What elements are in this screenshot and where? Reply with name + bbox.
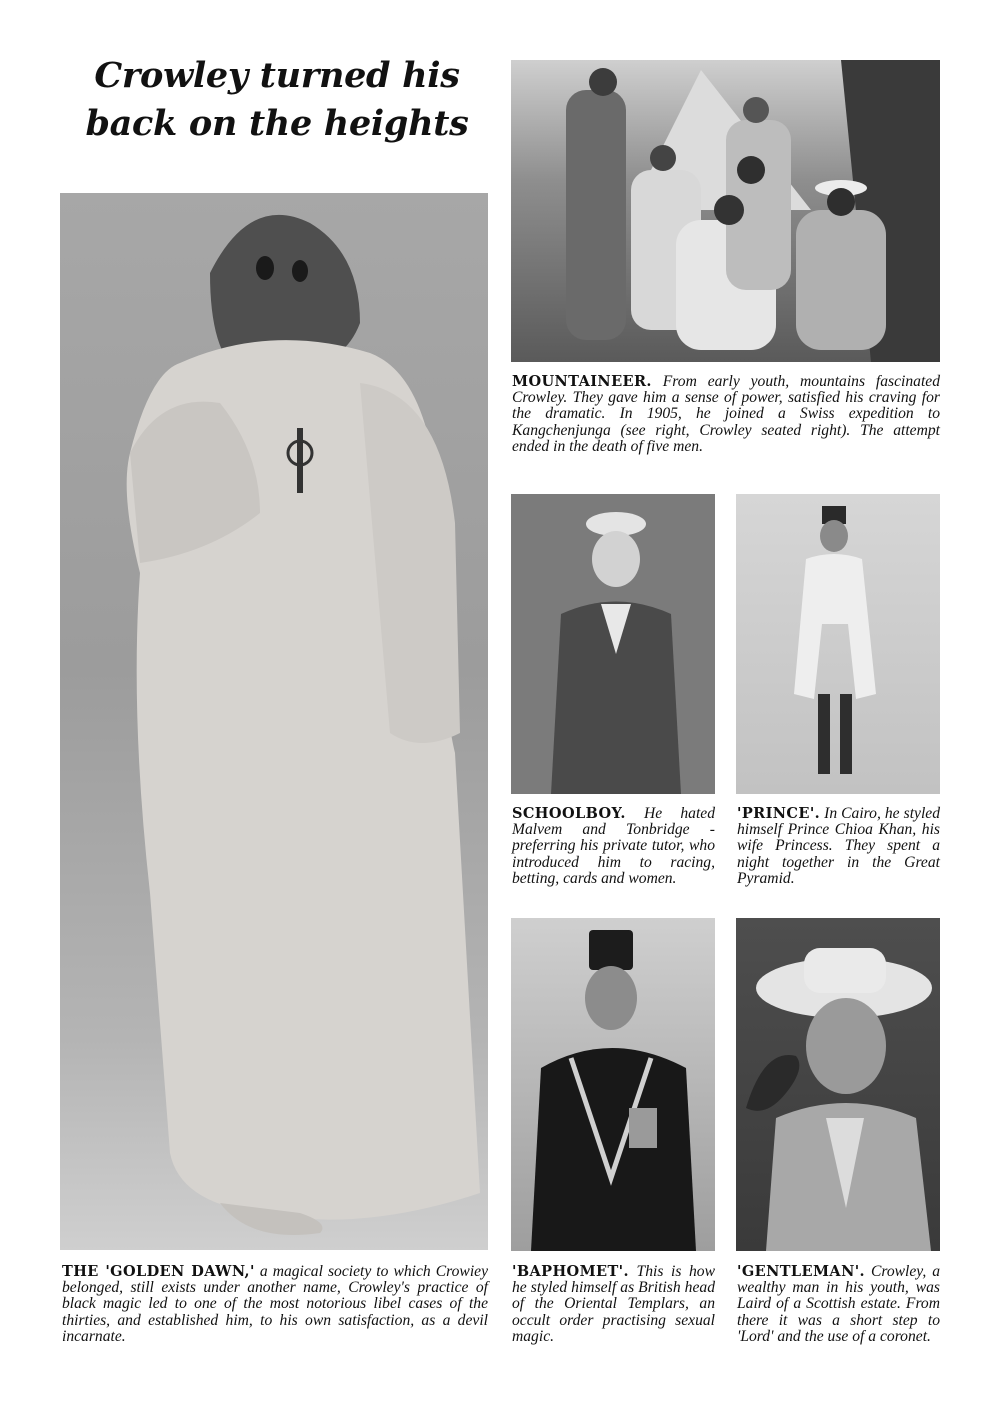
photo-prince: [736, 494, 940, 794]
schoolboy-illustration: [511, 494, 715, 794]
headline: [62, 52, 492, 148]
caption-baphomet-lead: 'BAPHOMET'.: [512, 1263, 629, 1280]
caption-prince-lead: 'PRINCE'.: [737, 805, 821, 822]
caption-schoolboy: [512, 806, 715, 887]
caption-golden-dawn-lead: THE 'GOLDEN DAWN,': [62, 1263, 255, 1280]
caption-mountaineer-text: From early youth, mountains fascinated Crowley. They gave him a sense of power, satisfied his craving for the dramatic. In 1905, he joined a Swiss expedition to Kangchenjunga (see right, Crowley seated right). The attempt ended in the death of five men.: [512, 373, 940, 455]
caption-mountaineer: [512, 374, 940, 455]
photo-schoolboy: [511, 494, 715, 794]
caption-golden-dawn: [62, 1264, 488, 1345]
photo-mountaineer: [511, 60, 940, 362]
gentleman-illustration: [736, 918, 940, 1251]
caption-baphomet: [512, 1264, 715, 1345]
caption-prince: [737, 806, 940, 887]
photo-robed-figure: [60, 193, 488, 1250]
headline-line-2: back on the heights: [85, 103, 469, 144]
headline-line-1: Crowley turned his: [94, 55, 460, 96]
photo-baphomet: [511, 918, 715, 1251]
robed-figure-illustration: [60, 193, 488, 1250]
baphomet-illustration: [511, 918, 715, 1251]
caption-prince-text: In Cairo, he styled himself Prince Chioa Khan, his wife Princess. They spent a night together in the Great Pyramid.: [737, 805, 940, 887]
caption-baphomet-text: This is how he styled himself as British head of the Oriental Templars, an occult order practising sexual magic.: [512, 1263, 715, 1345]
caption-golden-dawn-text: a magical society to which Crowiey belonged, still exists under another name, Crowley's practice of black magic led to one of the most notorious libel cases of the thirties, and established him, to his own satisfaction, as a devil incarnate.: [62, 1263, 488, 1345]
caption-mountaineer-lead: MOUNTAINEER.: [512, 373, 652, 390]
caption-gentleman-text: Crowley, a wealthy man in his youth, was Laird of a Scottish estate. From there it was a short step to 'Lord' and the use of a coronet.: [737, 1263, 940, 1345]
photo-gentleman: [736, 918, 940, 1251]
caption-schoolboy-lead: SCHOOLBOY.: [512, 805, 626, 822]
mountaineer-group-illustration: [511, 60, 940, 362]
prince-illustration: [736, 494, 940, 794]
caption-gentleman: [737, 1264, 940, 1345]
caption-gentleman-lead: 'GENTLEMAN'.: [737, 1263, 866, 1280]
caption-schoolboy-text: He hated Malvem and Tonbridge - preferring his private tutor, who introduced him to racing, betting, cards and women.: [512, 805, 715, 887]
